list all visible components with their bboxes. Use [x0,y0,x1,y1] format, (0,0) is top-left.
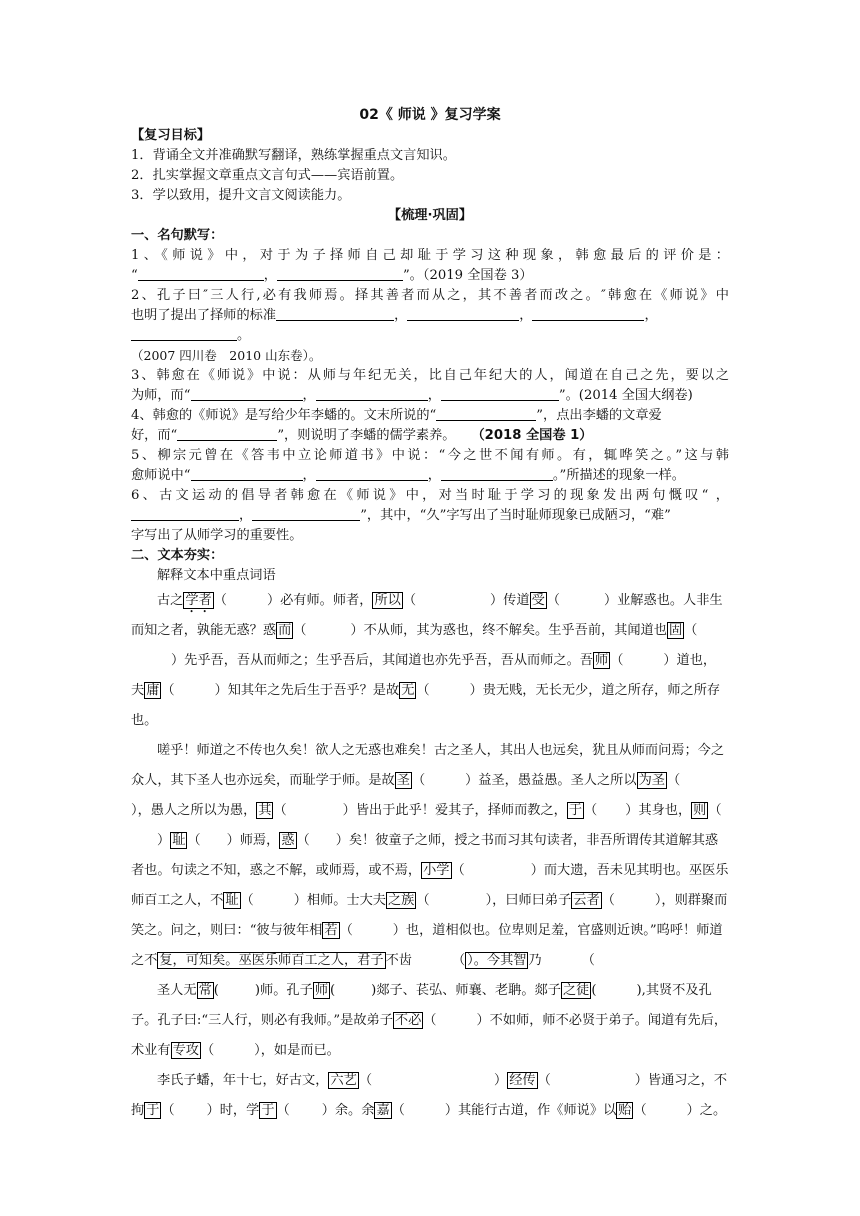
q3-text: ， [302,388,316,403]
q3-line-a: 3、韩愈在《师说》中说：从师与年纪无关，比自己年纪大的人，闻道在自己之先，要以之 [131,368,729,383]
key-word: 庸 [146,683,160,698]
key-word: 若 [324,923,338,938]
key-word: 嘉 [376,1103,390,1118]
answer-blank[interactable] [277,266,403,281]
q4-source: （2018 全国卷 1） [471,428,593,443]
q3-text: ， [427,388,441,403]
key-word: 受 [531,593,545,608]
q4-line-a [131,406,729,426]
q3-text: ”。(2014 全国大纲卷) [558,388,693,403]
q6-line-a: 6、古文运动的倡导者韩愈在《师说》中，对当时耻于学习的现象发出两句慨叹“ ， [131,488,729,503]
q2-text: ， [394,308,408,323]
key-word: 之徒 [562,983,590,998]
key-word: 小学 [423,863,450,878]
q4-text: 4、韩愈的《师说》是写给少年李蟠的。文末所说的“ [131,408,437,423]
part1-heading: 一、名句默写： [131,228,224,243]
q1-line-a: 1、《师说》中，对于为子择师自己却耻于学习这种现象，韩愈最后的评价是： [131,248,729,263]
q2-line-a: 2、孔子曰″三人行,必有我师焉。择其善者而从之，其不善者而改之。″韩愈在《师说》中 [131,288,729,303]
q5-text: ， [427,468,441,483]
key-word: 圣 [396,773,410,788]
key-word: 其 [258,803,272,818]
goal-item: 1．背诵全文并准确默写翻译，熟练掌握重点文言知识。 [131,148,456,163]
key-word: 专攻 [172,1043,199,1058]
key-word: 耻 [172,833,186,848]
passage [131,586,729,1126]
key-word: 经传 [509,1073,536,1088]
answer-blank[interactable] [441,466,553,481]
q6-text: ， [239,508,253,523]
q6-text: ”，其中，“久”字写出了当时耻师现象已成陋习，“难” [360,508,671,523]
answer-blank[interactable] [177,426,277,441]
key-word: 为圣 [638,773,665,788]
part2-subheading: 解释文本中重点词语 [157,568,276,583]
key-word: 复，可知矣。巫医乐师百工之人，君子 [159,953,384,968]
q4-text: 好，而“ [131,428,178,443]
key-word: 学者 [185,593,212,608]
goal-item: 2．扎实掌握文章重点文言句式——宾语前置。 [131,168,404,183]
key-word: 六艺 [330,1073,357,1088]
key-word: 则 [693,803,707,818]
key-word: 常 [198,983,212,998]
q1-text: ， [263,268,277,283]
key-word: 贻 [618,1103,632,1118]
q2-line-c [131,326,729,346]
section-heading: 【梳理·巩固】 [387,208,473,223]
key-word: 无 [401,683,415,698]
passage-paragraph-2: 嗟乎！师道之不传也久矣！欲人之无惑也难矣！古之圣人，其出人也远矣，犹且从师而问焉；今之众人，其下圣人也亦远矣，而耻学于师。是故 圣 （ ）益圣，愚益愚。圣人之所以 为圣 （），愚人之所以为愚， 其 （ ）皆出于此乎！爱其子，择师而教之， 于 （ ）其身也， 则 （） 耻 （ ）师焉， 惑 （ ）矣！彼童子之师，授之书而习其句读者，非吾所谓传其道解其惑者也。句读之不知，惑之不解，或师焉，或不焉， 小学 （ ）而大遗，吾未见其明也。巫医乐师百工之人，不 耻 （ ）相师。士大夫 之族 （ ），曰师曰弟子 云者 （ ），则群聚而笑之。问之，则曰：“彼与彼年相 若 （ ）也，道相似也。位卑则足羞，官盛则近谀。”呜呼！师道之不 复，可知矣。巫医乐师百工之人，君子 不齿 （ ）。今其智 乃 （ [131,743,729,968]
doc-title: 02《 师说 》复习学案 [359,107,501,123]
answer-blank[interactable] [532,306,644,321]
answer-blank[interactable] [441,386,559,401]
key-word: 于 [568,803,583,818]
answer-blank[interactable] [131,326,237,341]
key-word: 师 [595,653,609,668]
q1-text: “ [131,268,138,283]
q6-line-c: 字写出了从师学习的重要性。 [131,528,303,543]
answer-blank[interactable] [138,266,264,281]
key-word: 耻 [225,893,239,908]
q3-text: 为师，而“ [131,388,191,403]
answer-blank[interactable] [191,466,303,481]
q5-text: 。”所描述的现象一样。 [552,468,685,483]
key-word: 于 [146,1103,160,1118]
answer-blank[interactable] [407,306,519,321]
q2-text: ， [644,308,658,323]
key-word: 之族 [388,893,415,908]
q5-line-a: 5、柳宗元曾在《答韦中立论师道书》中说：“今之世不闻有师。有，辄哗笑之。”这与韩 [131,448,729,463]
part2-heading: 二、文本夯实： [131,548,224,563]
passage-paragraph-1: 古之 学者 （ ）必有师。师者， 所以 （ ）传道 受 （ ）业解惑也。人非生而知之者，孰能无惑？惑 而 （ ）不从师，其为惑也，终不解矣。生乎吾前，其闻道也 固 （）先乎吾，吾从而师之；生乎吾后，其闻道也亦先乎吾，吾从而师之。吾 师 （ ）道也，夫 庸 （ ）知其年之先后生于吾乎？是故 无 （ ）贵无贱，无长无少，道之所存，师之所存也。 [131,593,723,728]
q5-line-b [131,466,729,486]
q4-text: ”，则说明了李蟠的儒学素养。 [277,428,456,443]
q2-text: ， [519,308,533,323]
answer-blank[interactable] [436,406,536,421]
q5-text: ， [302,468,316,483]
key-word: ）。今其智 [467,953,527,968]
answer-blank[interactable] [131,506,239,521]
key-word: 于 [261,1103,275,1118]
passage-paragraph-4: 李氏子蟠，年十七，好古文， 六艺 （ ） 经传 （ ）皆通习之，不拘 于 （ ）时，学 于 （ ）余。余 嘉 （ ）其能行古道，作《师说》以 贻 （ ）之。 [131,1073,728,1118]
key-word: 所以 [374,593,401,608]
answer-blank[interactable] [276,306,394,321]
goals-heading: 【复习目标】 [131,128,211,143]
key-word: 惑 [281,833,295,848]
answer-blank[interactable] [316,466,428,481]
q6-line-b [131,506,729,526]
answer-blank[interactable] [191,386,303,401]
passage-paragraph-3: 圣人无 常 ( )师。孔子 师 ( )郯子、苌弘、师襄、老聃。郯子 之徒 ( ),其贤不及孔子。孔子曰:“三人行，则必有我师。”是故弟子 不必 （ ）不如师，师不必贤于弟子。闻道有先后，术业有 专攻 （ ），如是而已。 [131,983,728,1058]
q2-text: 也明了提出了择师的标准 [131,308,277,323]
document-body [131,104,729,1126]
answer-blank[interactable] [316,386,428,401]
q2-text: 。 [237,328,251,343]
q3-line-b [131,386,729,406]
key-word: 师 [314,983,328,998]
q2-line-b [131,306,729,326]
key-word: 固 [668,623,683,638]
q1-text: ”。（2019 全国卷 3） [402,268,533,283]
q4-line-b [131,426,729,446]
q4-text: ”，点出李蟠的文章爱 [536,408,662,423]
answer-blank[interactable] [252,506,360,521]
q5-text: 愈师说中“ [131,468,191,483]
q2-line-d: （2007 四川卷 2010 山东卷）。 [131,348,322,363]
q1-line-b [131,266,729,286]
key-word: 云者 [573,893,600,908]
key-word: 不必 [394,1013,422,1028]
goal-item: 3．学以致用，提升文言文阅读能力。 [131,188,351,203]
key-word: 而 [278,623,292,638]
